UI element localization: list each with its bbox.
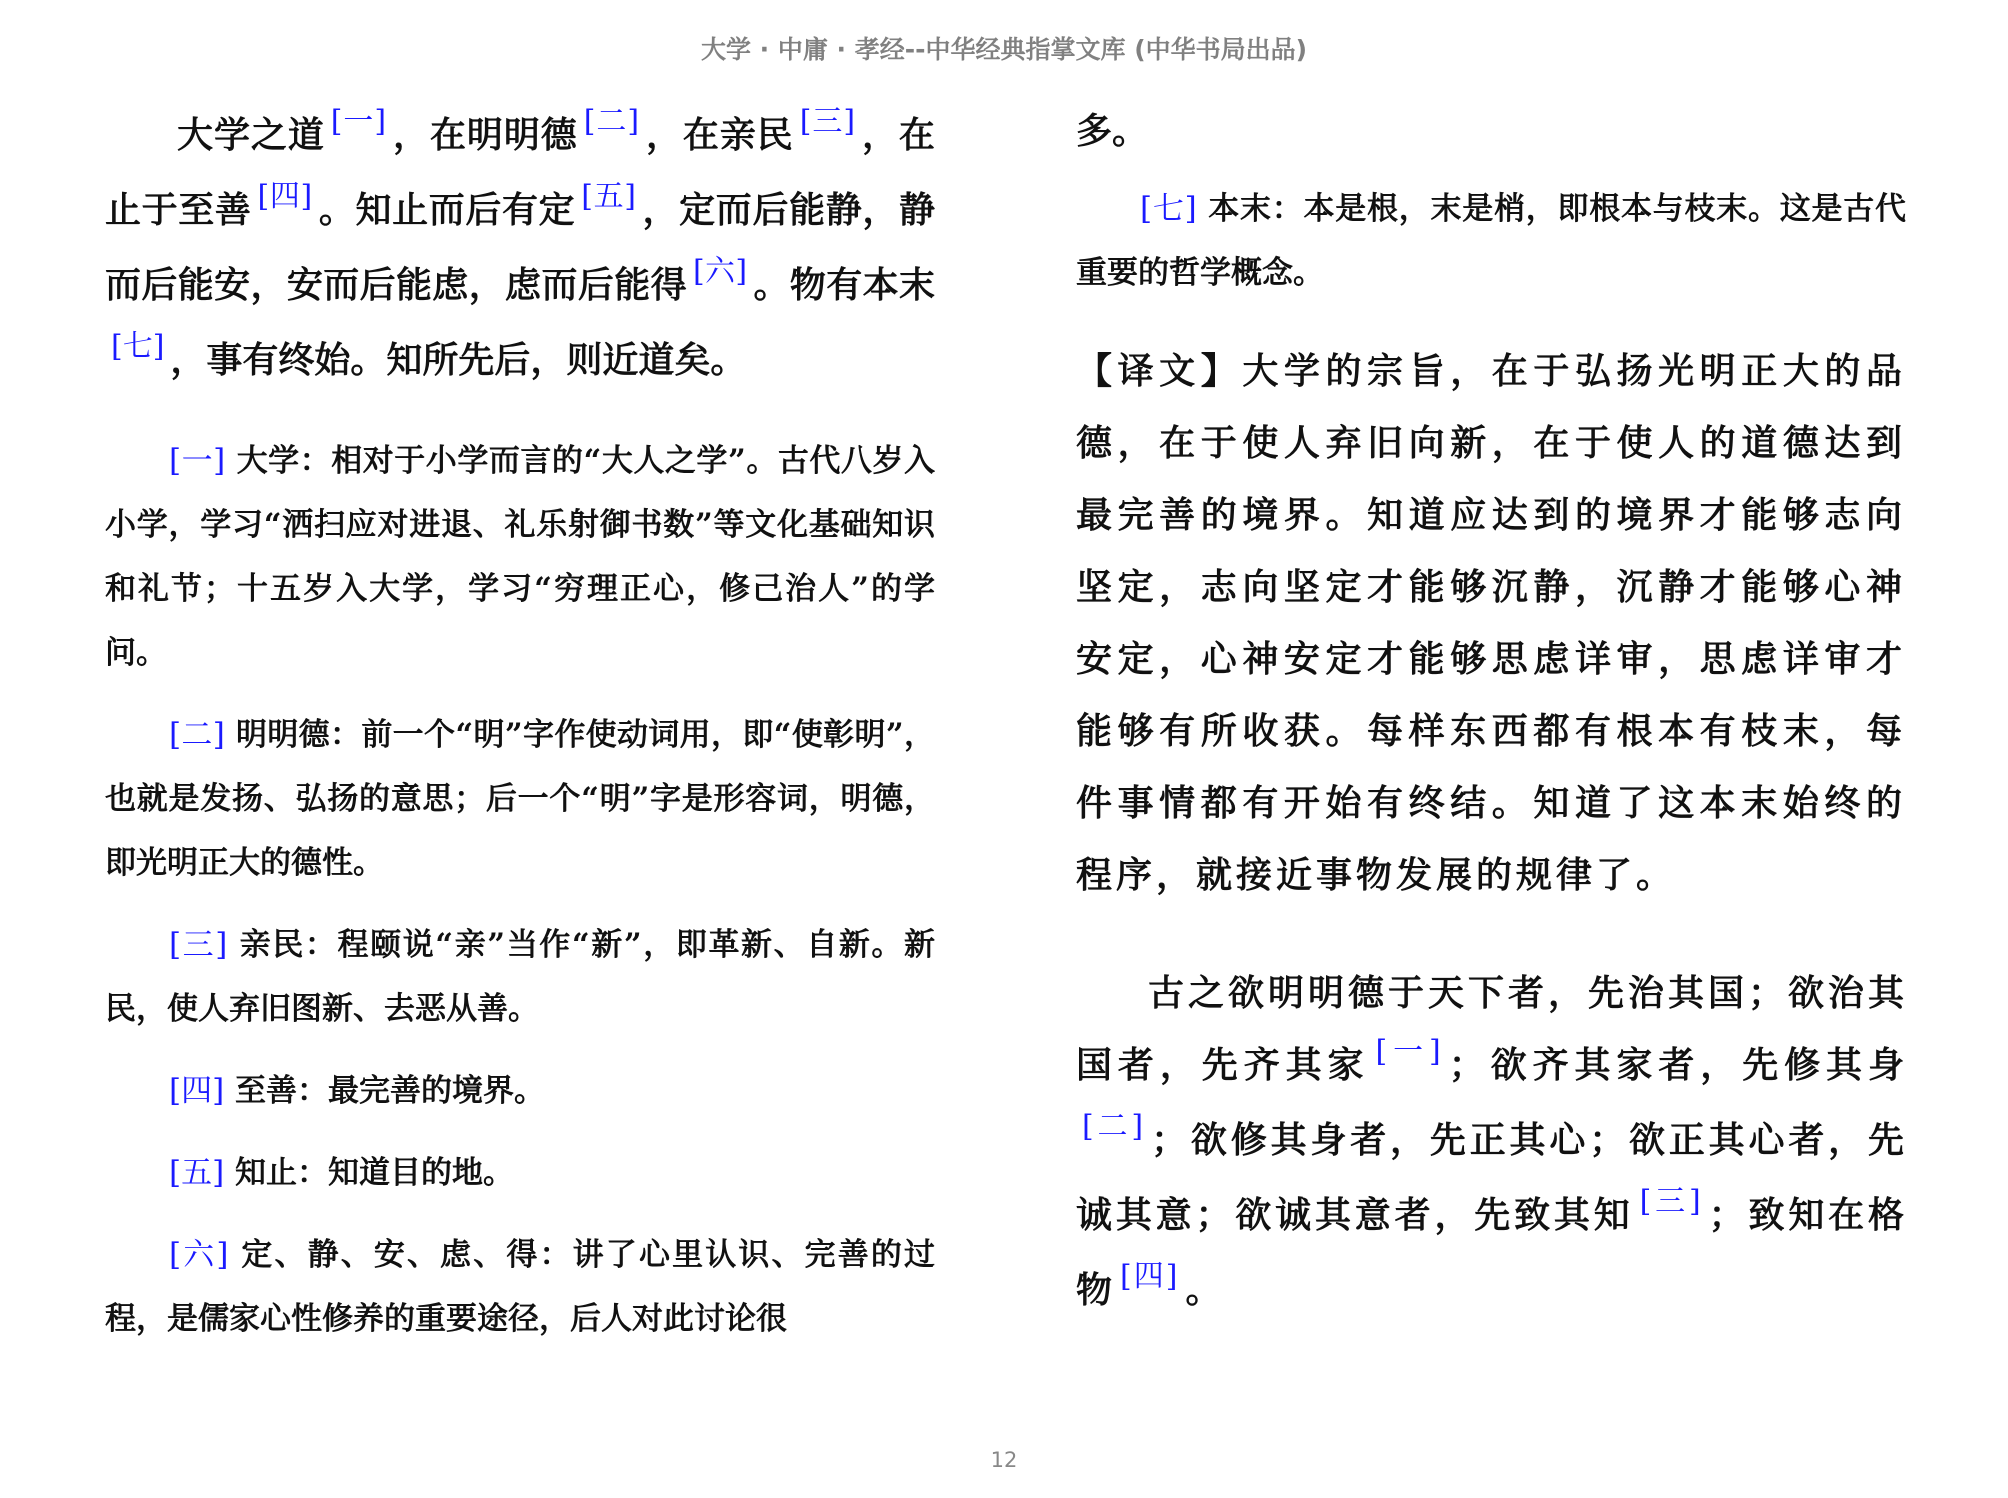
text-run: ；致知在格物 [1076,1194,1906,1311]
book-title-header: 大学 · 中庸 · 孝经--中华经典指掌文库 (中华书局出品) [700,35,1308,64]
footnote-ref[interactable]: [六] [169,1237,229,1273]
footnote-text: 亲民：程颐说“亲”当作“新”，即革新、自新。新民，使人弃旧图新、去恶从善。 [105,927,935,1027]
footnote-text: 大学：相对于小学而言的“大人之学”。古代八岁入小学，学习“洒扫应对进退、礼乐射御书数”等文化基础知识和礼节；十五岁入大学，学习“穷理正心，修己治人”的学问。 [105,443,935,671]
footnote-4 [105,1059,935,1123]
footnote-text: 定、静、安、虑、得：讲了心里认识、完善的过程，是儒家心性修养的重要途径，后人对此讨论很 [105,1237,935,1337]
footnote-ref[interactable]: [五] [581,179,636,214]
text-run: 大学之道 [177,114,325,156]
footnote-5 [105,1141,935,1205]
footnote-ref[interactable]: [四] [169,1073,225,1109]
footnote-ref[interactable]: [二] [169,717,225,753]
footnote-ref[interactable]: [一] [1375,1034,1443,1069]
text-run: 。物有本末 [753,264,935,306]
text-run: 古之欲明明德于天下者，先治其国；欲治其国者，先齐其家 [1076,972,1906,1086]
footnote-text: 至善：最完善的境界。 [224,1073,545,1109]
footnote-7 [1076,177,1906,305]
footnote-ref[interactable]: [三] [1639,1184,1703,1219]
translation-paragraph: 【译文】大学的宗旨，在于弘扬光明正大的品德，在于使人弃旧向新，在于使人的道德达到最完善的境界。知道应达到的境界才能够志向坚定，志向坚定才能够沉静，沉静才能够心神安定，心神安定才能够思虑详审，思虑详审才能够有所收获。每样东西都有根本有枝末，每件事情都有开始有终结。知道了这本末始终的程序，就接近事物发展的规律了。 [1076,350,1906,896]
footnote-1 [105,429,935,685]
right-column [1076,95,1906,1329]
footnote-ref[interactable]: [一] [330,104,387,139]
footnote-text: 知止：知道目的地。 [224,1155,514,1191]
footnote-text: 明明德：前一个“明”字作使动词用，即“使彰明”，也就是发扬、弘扬的意思；后一个“明”字是形容词，明德，即光明正大的德性。 [105,717,935,881]
text-run: 。知止而后有定 [318,189,576,231]
text-run: ，在止于至善 [105,114,935,231]
footnote-ref[interactable]: [七] [1140,191,1197,227]
text-run: ，在亲民 [645,114,794,156]
footnote-ref[interactable]: [四] [257,179,313,214]
footnote-ref[interactable]: [四] [1120,1259,1180,1294]
footnote-text: 本末：本是根，末是梢，即根本与枝末。这是古代重要的哲学概念。 [1076,191,1906,291]
footnote-ref[interactable]: [二] [583,104,640,139]
footnote-2 [105,703,935,895]
left-column [105,99,935,1369]
footnote-3 [105,913,935,1041]
footnote-continuation: 多。 [1076,110,1149,152]
classic-text-paragraph [105,99,935,399]
text-run: ，事有终始。知所先后，则近道矣。 [170,339,747,381]
text-run: ，在明明德 [392,114,578,156]
footnote-ref[interactable]: [三] [799,104,856,139]
footnote-ref[interactable]: [五] [169,1155,225,1191]
footnote-ref[interactable]: [七] [111,329,165,364]
footnote-6 [105,1223,935,1351]
footnotes [105,429,935,1351]
text-run: ；欲修其身者，先正其心；欲正其心者，先诚其意；欲诚其意者，先致其知 [1076,1119,1906,1236]
footnote-ref[interactable]: [六] [692,254,748,289]
footnote-ref[interactable]: [三] [169,927,228,963]
text-run: 。 [1185,1269,1224,1311]
text-run: ；欲齐其家者，先修其身 [1448,1044,1906,1086]
classic-text-paragraph-2 [1076,957,1906,1329]
text-run: ，定而后能静，静而后能安，安而后能虑，虑而后能得 [105,189,935,306]
page-number: 12 [990,1448,1018,1472]
footnote-ref[interactable]: [一] [169,443,226,479]
footnote-ref[interactable]: [二] [1082,1109,1146,1144]
